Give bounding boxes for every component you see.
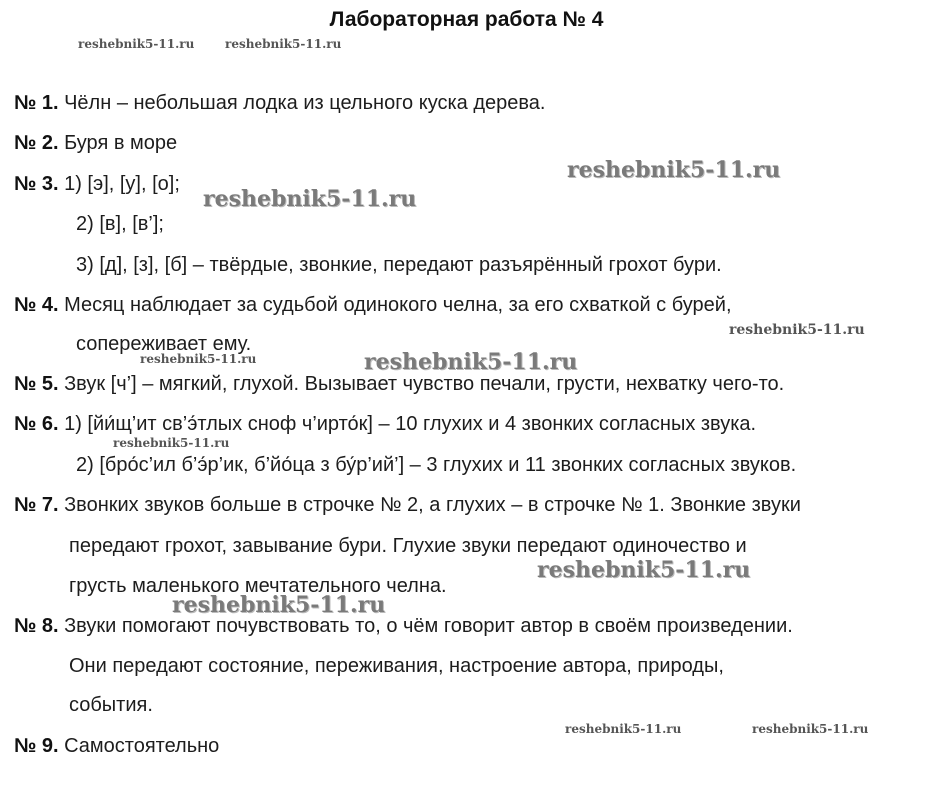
answer-text: сопереживает ему. xyxy=(76,333,252,355)
answer-text: грусть маленького мечтательного челна. xyxy=(69,575,447,597)
answer-9 xyxy=(14,733,219,759)
watermark: reshebnik5-11.ru xyxy=(565,722,682,736)
answer-number: № 2. xyxy=(14,132,59,154)
answer-text: передают грохот, завывание бури. Глухие звуки передают одиночество и xyxy=(69,535,747,557)
answer-number: № 1. xyxy=(14,92,59,114)
answer-text: Чёлн – небольшая лодка из цельного куска дерева. xyxy=(64,92,546,114)
watermark: reshebnik5-11.ru xyxy=(225,37,342,51)
answer-text: Буря в море xyxy=(64,132,178,154)
answer-text: 1) [йи́щ’ит св’э́тлых сноф ч’ирто́к] – 10 глухих и 4 звонких согласных звука. xyxy=(64,413,757,435)
answer-6 xyxy=(14,411,756,437)
answer-text: Звонких звуков больше в строчке № 2, а глухих – в строчке № 1. Звонкие звуки xyxy=(64,494,801,516)
answer-text: Месяц наблюдает за судьбой одинокого челна, за его схваткой с бурей, xyxy=(64,294,732,316)
answer-number: № 5. xyxy=(14,373,59,395)
answer-number: № 6. xyxy=(14,413,59,435)
answer-number: № 4. xyxy=(14,294,59,316)
answer-number: № 3. xyxy=(14,173,59,195)
page-title: Лабораторная работа № 4 xyxy=(329,8,604,31)
watermark: reshebnik5-11.ru xyxy=(113,436,230,450)
watermark: reshebnik5-11.ru xyxy=(203,186,417,212)
watermark: reshebnik5-11.ru xyxy=(752,722,869,736)
answer-text: Звук [ч’] – мягкий, глухой. Вызывает чувство печали, грусти, нехватку чего-то. xyxy=(64,373,785,395)
answer-text: Они передают состояние, переживания, настроение автора, природы, xyxy=(69,655,724,677)
answer-number: № 7. xyxy=(14,494,59,516)
watermark: reshebnik5-11.ru xyxy=(537,557,751,583)
answer-3 xyxy=(14,171,180,197)
answer-text: 2) [бро́с’ил б’э́р’ик, б’йо́ца з бу́р’ий’] – 3 глухих и 11 звонких согласных звуков. xyxy=(76,454,797,476)
watermark: reshebnik5-11.ru xyxy=(364,349,578,375)
answer-number: № 9. xyxy=(14,735,59,757)
answer-text: 3) [д], [з], [б] – твёрдые, звонкие, передают разъярённый грохот бури. xyxy=(76,254,722,276)
answer-number: № 8. xyxy=(14,615,59,637)
answer-8 xyxy=(14,613,793,639)
answer-text: Звуки помогают почувствовать то, о чём говорит автор в своём произведении. xyxy=(64,615,793,637)
answer-7 xyxy=(14,492,801,518)
answer-text: 2) [в], [в’]; xyxy=(76,213,164,235)
answer-2 xyxy=(14,130,177,156)
watermark: reshebnik5-11.ru xyxy=(172,592,386,618)
watermark: reshebnik5-11.ru xyxy=(78,37,195,51)
watermark: reshebnik5-11.ru xyxy=(567,157,781,183)
answer-1 xyxy=(14,90,545,116)
answer-text: Самостоятельно xyxy=(64,735,220,757)
watermark: reshebnik5-11.ru xyxy=(729,322,865,338)
answer-text: события. xyxy=(69,694,153,716)
answer-4 xyxy=(14,292,732,318)
answer-text: 1) [э], [у], [о]; xyxy=(64,173,180,195)
watermark: reshebnik5-11.ru xyxy=(140,352,257,366)
